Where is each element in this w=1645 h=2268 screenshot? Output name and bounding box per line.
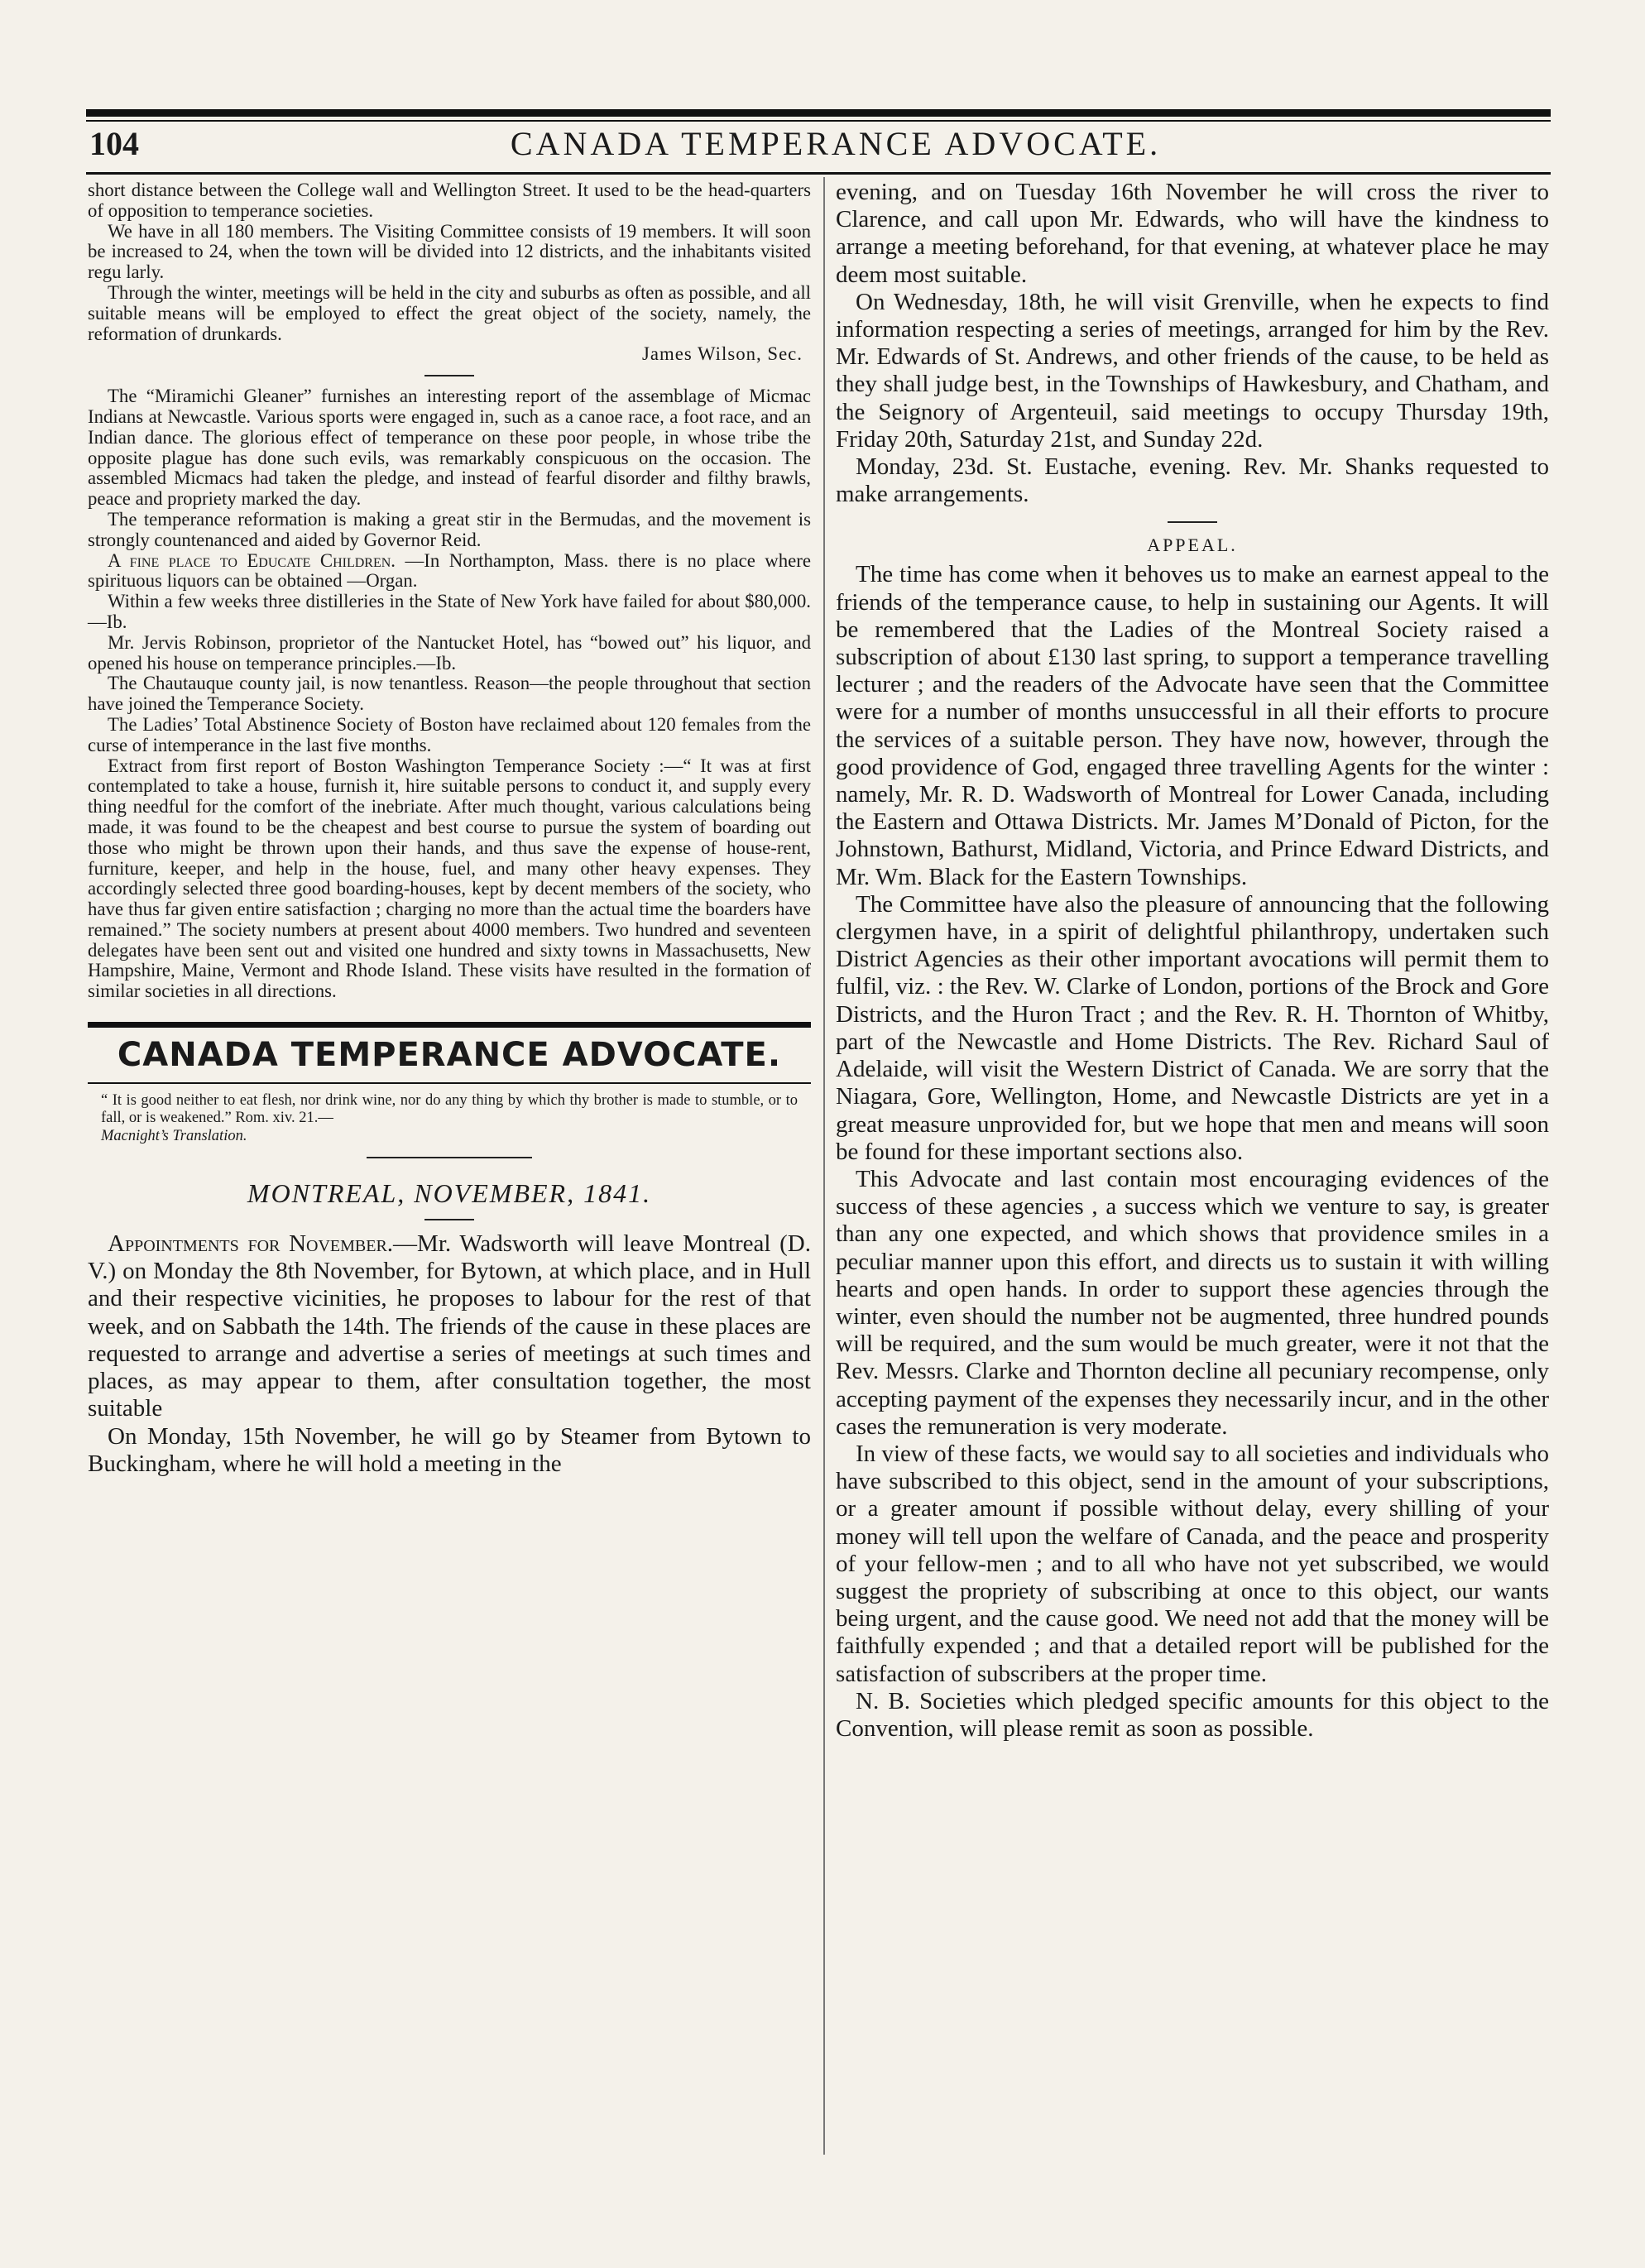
top-rule-thin (86, 120, 1551, 122)
masthead-title: CANADA TEMPERANCE ADVOCATE. (117, 1036, 782, 1075)
running-title: CANADA TEMPERANCE ADVOCATE. (510, 125, 1162, 162)
item-lead: A fine place to Educate Children. (108, 549, 396, 571)
article-paragraph: We have in all 180 members. The Visiting Committee consists of 19 members. It will soon be increased to 24, when the town will be divided into 12 districts, and the inhabitants visited regu larly. (88, 220, 811, 283)
article-paragraph (88, 1230, 811, 1422)
dateline: MONTREAL, NOVEMBER, 1841. (247, 1178, 652, 1209)
separator (424, 375, 474, 376)
masthead (88, 1022, 811, 1158)
article-paragraph: Through the winter, meetings will be held in the city and suburbs as often as possible, and all suitable means will be employed to effect the great object of the society, namely, the reformation of drunkards. (88, 281, 811, 344)
article-paragraph: Extract from first report of Boston Washington Temperance Society :—“ It was at first contemplated to take a house, furnish it, hire suitable persons to conduct it, and supply every thing needful for the comfort of the inebriate. After much thought, various calculations being made, it was found to be the cheapest and best course to pursue the system of boarding out those who might be thrown upon their hands, and thus save the expense of house-rent, furniture, keeper, and help in the house, fuel, and many other heavy expenses. They accordingly selected three good boarding-houses, kept by decent members of the society, who have thus far given entire satisfaction ; charging no more than the actual time the boarders have remained.” The society numbers at present about 4000 members. Two hundred and seventeen delegates have been sent out and visited one hundred and sixty towns in Massachusetts, New Hampshire, Maine, Vermont and Rhode Island. These visits have resulted in the formation of similar societies in all directions. (88, 755, 811, 1002)
motto: “ It is good neither to eat flesh, nor drink wine, nor do any thing by which thy brother is made to stumble, or to fall, or is weakened.” Rom. xiv. 21.— (101, 1092, 798, 1127)
article-paragraph: On Wednesday, 18th, he will visit Grenville, when he expects to find information respecting a series of meetings, arranged for him by the Rev. Mr. Edwards of St. Andrews, and other friends of the cause, to be held as they shall judge best, in the Townships of Hawkesbury, and Chatham, and the Seignory of Argenteuil, said meetings to occupy Thursday 19th, Friday 20th, Saturday 21st, and Sunday 22d. (836, 288, 1549, 453)
motto-citation: Macnight’s Translation. (101, 1128, 247, 1145)
article-paragraph: Mr. Jervis Robinson, proprietor of the Nantucket Hotel, has “bowed out” his liquor, and opened his house on temperance principles.—Ib. (88, 631, 811, 674)
separator (1168, 521, 1217, 523)
article-paragraph: The Chautauque county jail, is now tenantless. Reason—the people throughout that section have joined the Temperance Society. (88, 673, 811, 715)
article-paragraph: The Ladies’ Total Abstinence Society of Boston have reclaimed about 120 females from the curse of intemperance in the last five months. (88, 713, 811, 755)
header-rule (86, 172, 1551, 175)
article-paragraph: The temperance reformation is making a great stir in the Bermudas, and the movement is strongly countenanced and aided by Governor Reid. (88, 508, 811, 550)
column-divider (823, 177, 825, 2155)
article-paragraph: The “Miramichi Gleaner” furnishes an interesting report of the assemblage of Micmac Indians at Newcastle. Various sports were engaged in, such as a canoe race, a foot race, and an Indian dance. The glorious effect of temperance on these poor people, in whose tribe the opposite plague has done such evils, was remarkably conspicuous on the occasion. The assembled Micmacs had taken the pledge, and instead of fearful disorder and filthy brawls, peace and propriety marked the day. (88, 386, 811, 510)
article-paragraph: This Advocate and last contain most encouraging evidences of the success of these agencies , a success which we venture to say, is greater than any one expected, and which shows that providence smiles in a peculiar manner upon this effort, and directs us to sustain it with willing hearts and open hands. In order to support these agencies through the winter, even should the number not be augmented, three hundred pounds will be required, and the sum would be much greater, were it not that the Rev. Messrs. Clarke and Thornton decline all pecuniary recompense, only accepting payment of the expenses they necessarily incur, and in the other cases the remuneration is very moderate. (836, 1165, 1549, 1440)
item-text: —Mr. Wadsworth will leave Montreal (D. V.) on Monday the 8th November, for Bytown, at which place, and in Hull and their respective vicinities, he proposes to labour for the rest of that week, and on Sabbath the 14th. The friends of the cause in these places are requested to arrange and advertise a series of meetings at such times and places, as may appear to them, after consultation together, the most suitable (88, 1230, 811, 1422)
article-paragraph: evening, and on Tuesday 16th November he will cross the river to Clarence, and call upon Mr. Edwards, who will have the kindness to arrange a meeting beforehand, for that evening, at whatever place he may deem most suitable. (836, 179, 1549, 288)
section-heading: APPEAL. (1147, 535, 1238, 556)
article-paragraph: In view of these facts, we would say to all societies and individuals who have subscribed to this object, send in the amount of your subscriptions, or a greater amount if possible without delay, every shilling of your money will tell upon the welfare of Canada, and the peace and prosperity of your fellow-men ; and to all who have not yet subscribed, we would suggest the propriety of subscribing at once to this object, our wants being urgent, and the cause good. We need not add that the money will be faithfully expended ; and that a detailed report will be published for the satisfaction of subscribers at the proper time. (836, 1440, 1549, 1687)
left-column (88, 180, 811, 1478)
top-rule (86, 109, 1551, 117)
separator (367, 1157, 532, 1158)
article-paragraph: The Committee have also the pleasure of announcing that the following clergymen have, in a spirit of delightful philanthropy, undertaken such District Agencies as their other important avocations will permit them to fulfil, viz. : the Rev. W. Clarke of London, portions of the Brock and Gore Districts, and the Huron Tract ; and the Rev. R. H. Thornton of Whitby, part of the Newcastle and Home Districts. The Rev. Richard Saul of Adelaide, will visit the Western District of Canada. We are sorry that the Niagara, Gore, Wellington, Home, and Newcastle Districts are yet in a great measure unprovided for, but we hope that men and means will soon be found for these important sections also. (836, 890, 1549, 1165)
article-paragraph: short distance between the College wall and Wellington Street. It used to be the head-quarters of opposition to temperance societies. (88, 180, 811, 221)
item-text: —In Northampton, Mass. there is no place where spirituous liquors can be obtained —Organ. (88, 549, 811, 592)
separator (424, 1219, 474, 1220)
item-lead: Appointments for November. (108, 1230, 394, 1258)
right-column (836, 179, 1549, 1743)
article-paragraph: Within a few weeks three distilleries in the State of New York have failed for about $80,000.—Ib. (88, 591, 811, 632)
page-number: 104 (89, 125, 139, 162)
article-paragraph: Monday, 23d. St. Eustache, evening. Rev. Mr. Shanks requested to make arrangements. (836, 453, 1549, 508)
article-paragraph: The time has come when it behoves us to make an earnest appeal to the friends of the temperance cause, to help in sustaining our Agents. It will be remembered that the Ladies of the Montreal Society raised a subscription of about £130 last spring, to support a temperance travelling lecturer ; and the readers of the Advocate have seen that the Committee were for a number of months unsuccessful in all their efforts to procure the services of a suitable person. They have now, however, through the good providence of God, engaged three travelling Agents for the winter : namely, Mr. R. D. Wadsworth of Montreal for Lower Canada, including the Eastern and Ottawa Districts. Mr. James M’Donald of Picton, for the Johnstown, Bathurst, Midland, Victoria, and Prince Edward Districts, and Mr. Wm. Black for the Eastern Townships. (836, 561, 1549, 890)
article-paragraph (88, 551, 811, 592)
article-paragraph: N. B. Societies which pledged specific amounts for this object to the Convention, will please remit as soon as possible. (836, 1687, 1549, 1742)
article-paragraph: On Monday, 15th November, he will go by Steamer from Bytown to Buckingham, where he will hold a meeting in the (88, 1422, 811, 1477)
masthead-rule (88, 1022, 811, 1028)
signature: James Wilson, Sec. (642, 343, 803, 365)
